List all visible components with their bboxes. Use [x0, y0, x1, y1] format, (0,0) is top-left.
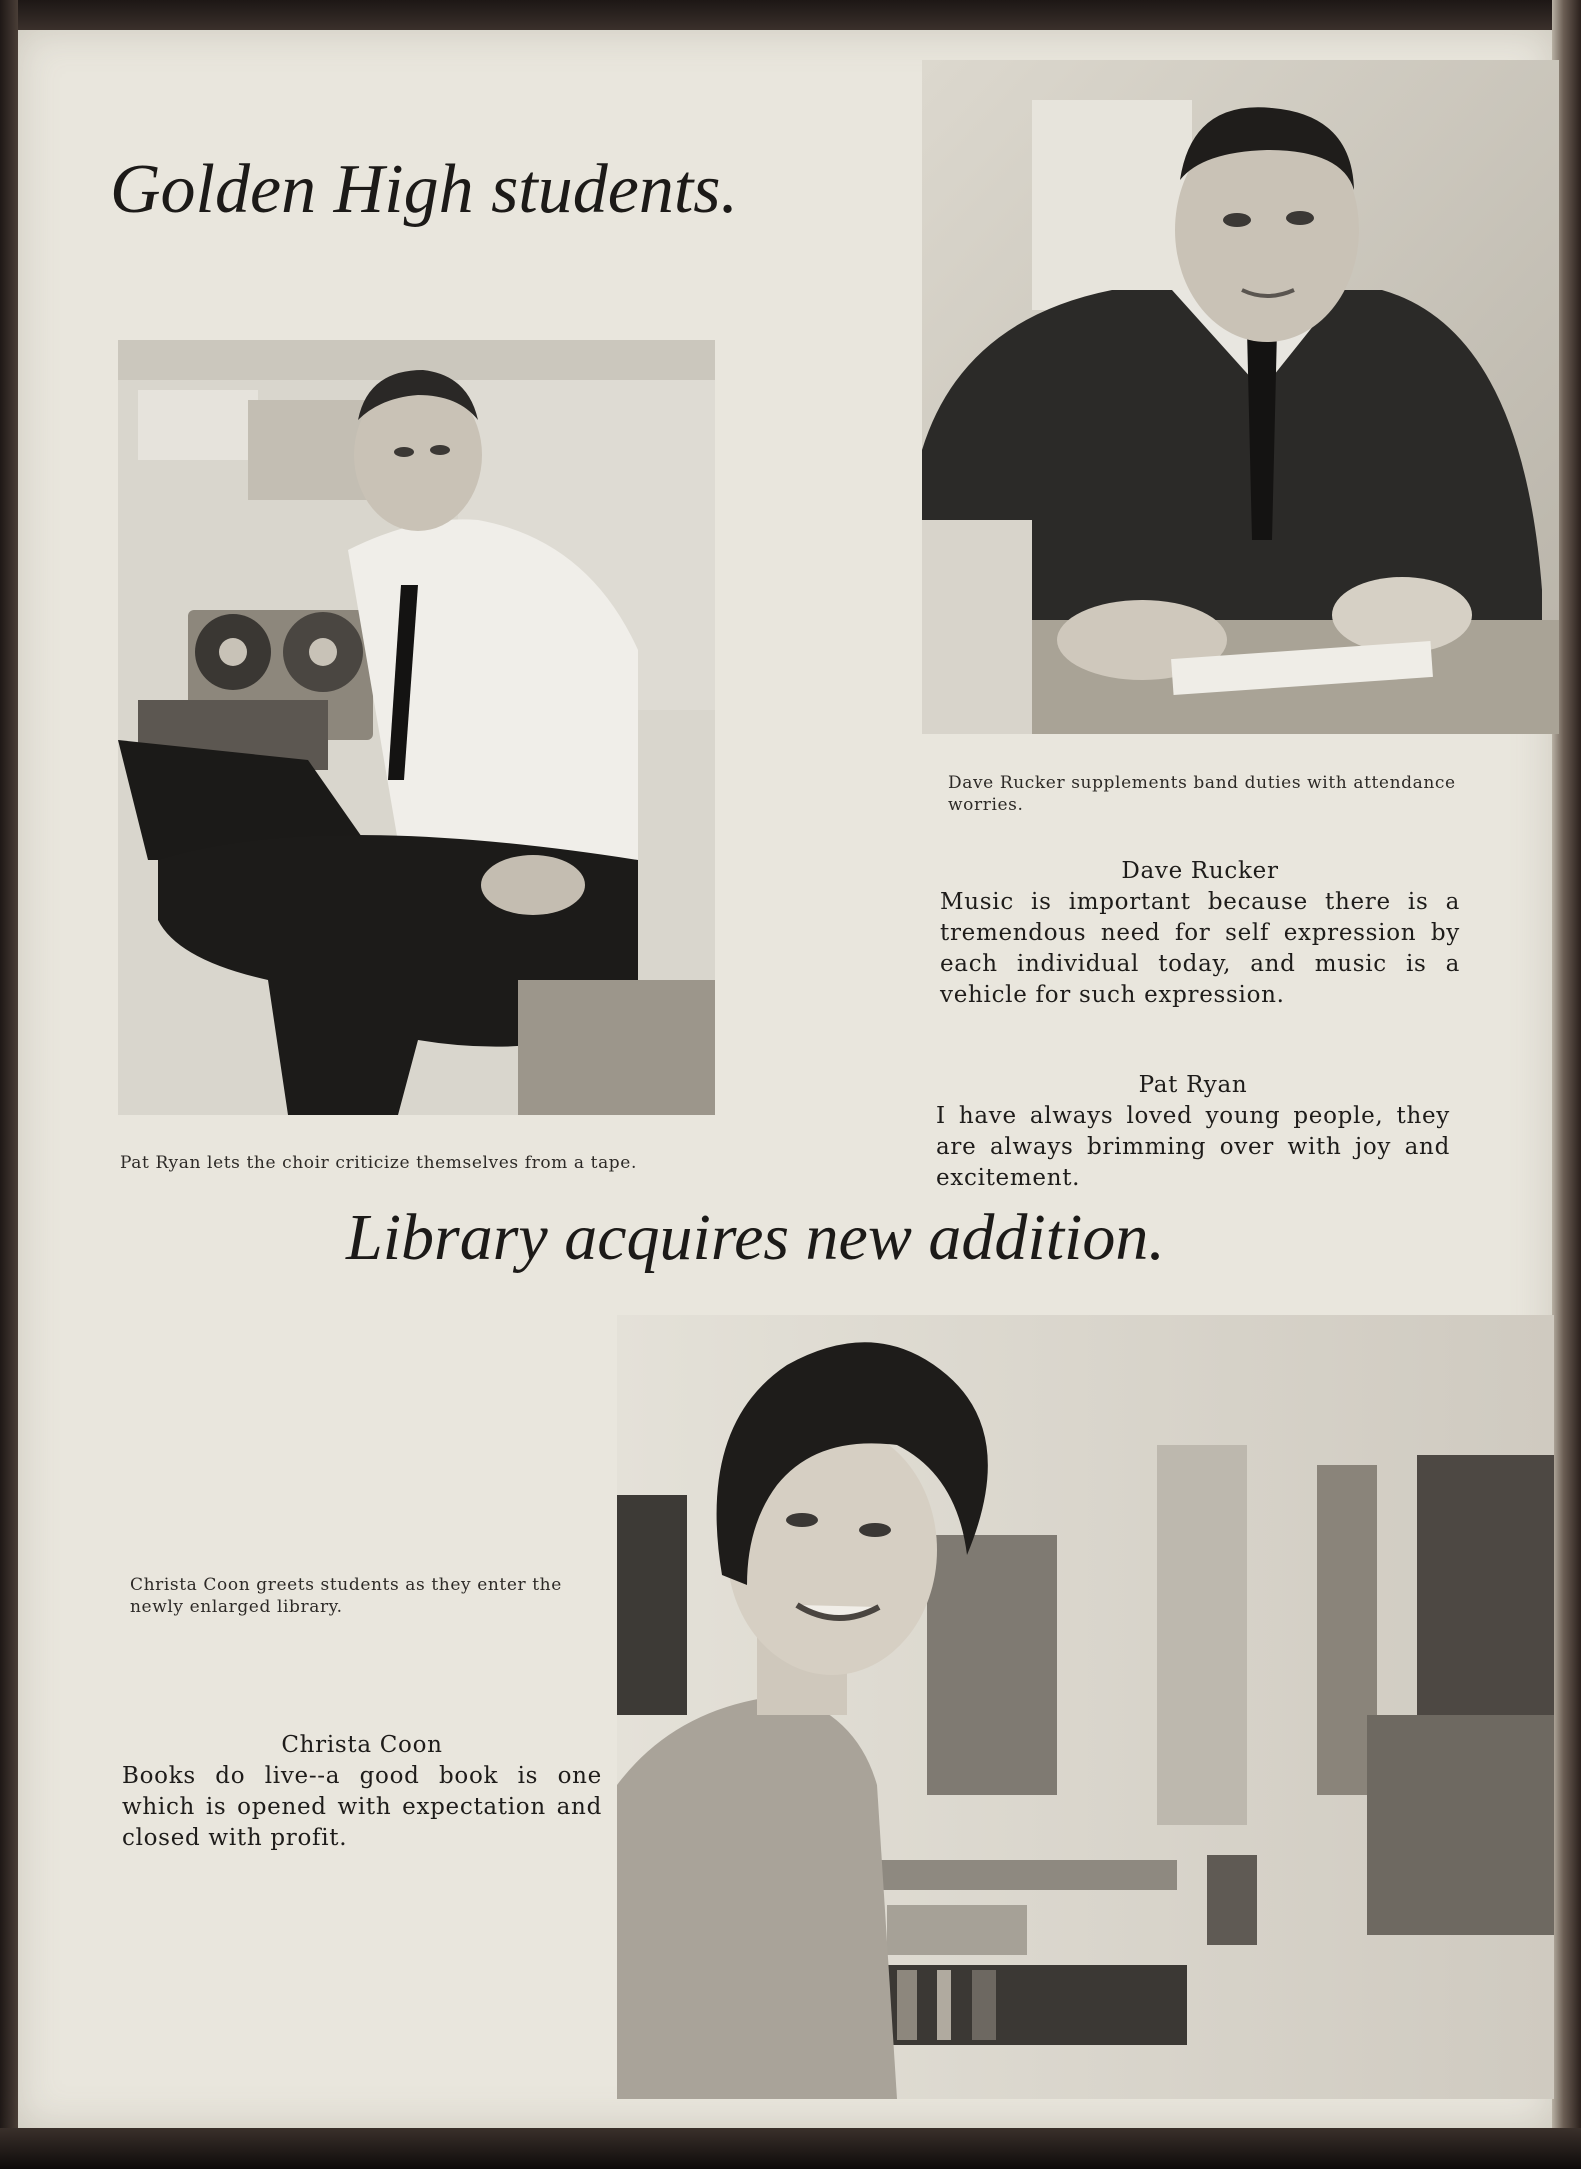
caption-pat-ryan: Pat Ryan lets the choir criticize themselves from a tape.: [120, 1153, 637, 1173]
yearbook-page: [18, 30, 1552, 2128]
photo-dave-rucker: [922, 60, 1559, 734]
quote-author: Pat Ryan: [1138, 1072, 1248, 1098]
heading-library-acquires-new-addition: Library acquires new addition.: [346, 1201, 1165, 1274]
quote-author: Dave Rucker: [1121, 858, 1279, 884]
quote-text: Music is important because there is a tremendous need for self expression by each individual today, and music is a vehicle for such expression.: [940, 889, 1460, 1008]
heading-golden-high-students: Golden High students.: [110, 151, 739, 228]
photo-pat-ryan: [118, 340, 715, 1115]
quote-text: Books do live--a good book is one which is opened with expectation and closed with profit.: [122, 1763, 602, 1851]
scan-edge-bottom: [0, 2128, 1581, 2169]
quote-text: I have always loved young people, they are always brimming over with joy and excitement.: [936, 1103, 1450, 1191]
scan-edge-left: [0, 0, 18, 2169]
quote-author: Christa Coon: [281, 1732, 443, 1758]
quote-christa-coon: [122, 1730, 602, 1854]
quote-pat-ryan: [936, 1070, 1450, 1194]
caption-dave-rucker: Dave Rucker supplements band duties with attendance worries.: [948, 773, 1456, 815]
scan-edge-top: [0, 0, 1581, 30]
quote-dave-rucker: [940, 856, 1460, 1011]
caption-christa-coon: Christa Coon greets students as they enter the newly enlarged library.: [130, 1575, 562, 1617]
photo-christa-coon: [617, 1315, 1554, 2099]
